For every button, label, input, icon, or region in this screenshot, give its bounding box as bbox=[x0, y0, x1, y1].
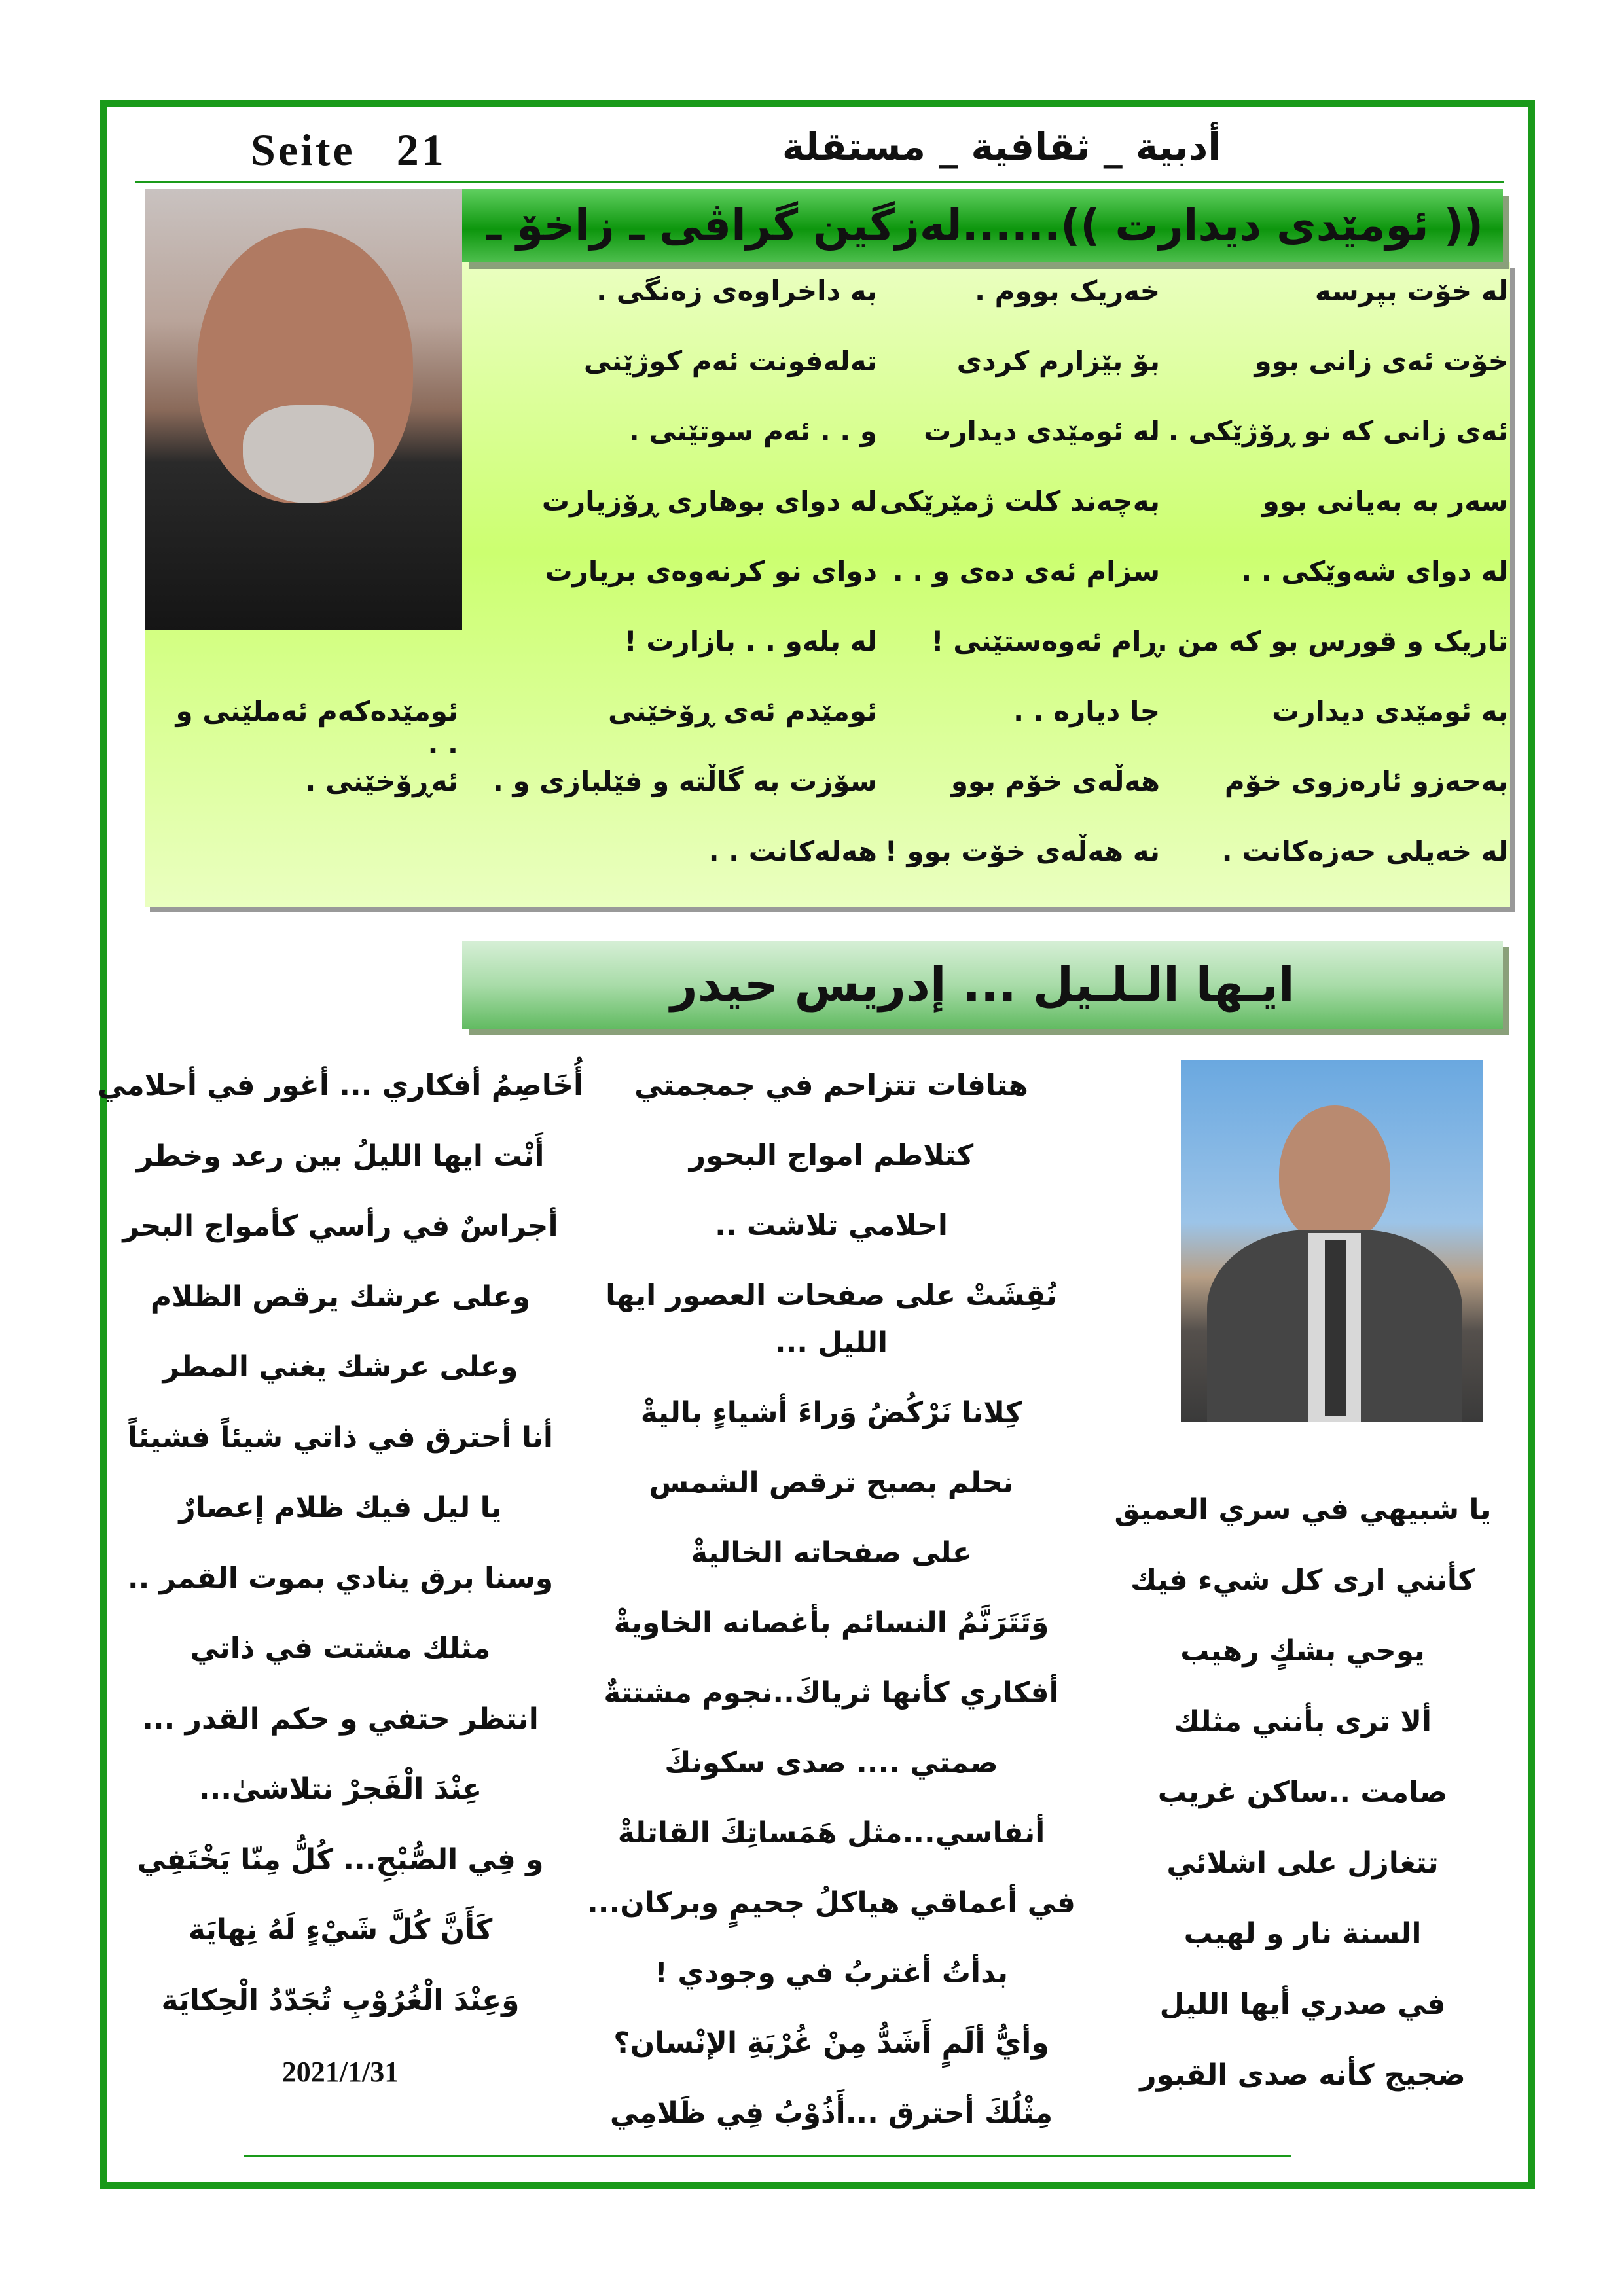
poem-line: سۆزت بە گاڵتە و فێلبازی و . bbox=[492, 765, 877, 797]
poem-line: وَعِنْدَ الْغُرُوْبِ تُجَدّدُ الْحِكايَة bbox=[161, 1983, 520, 2017]
poem-line: ئەی زانی کە نو ڕۆژێکی . . bbox=[1148, 415, 1508, 447]
poem-line: أُخَاصِمُ أفكاري ... أغور في أحلامي bbox=[97, 1069, 584, 1102]
poem-line: يا ليل فيك ظلام إعصارٌ bbox=[179, 1491, 502, 1524]
poem-line: نُقِشَتْ على صفحات العصور ايها bbox=[605, 1279, 1057, 1312]
poem-line: وَتَتَرَنَّمُ النسائم بأغصانه الخاويةْ bbox=[613, 1606, 1049, 1640]
poem-line: جا دیارە . . bbox=[1013, 695, 1160, 727]
poem-line: ئومێدم ئەی ڕۆخێنی bbox=[607, 695, 877, 727]
poem-line: سەر بە بەیانی بوو bbox=[1262, 485, 1508, 517]
poem-line: أفكاري كأنها ثرياكَ..نجوم مشتتةٌ bbox=[604, 1676, 1059, 1710]
poem-line: عِنْدَ الْفَجرْ نتلاشىٰ... bbox=[198, 1772, 482, 1806]
poem-line: بەچەند کلت ژمێرێکی bbox=[879, 485, 1160, 517]
poem-line: خەریک بووم . bbox=[975, 275, 1160, 307]
poem-line: أنا أحترق في ذاتي شيئاً فشيئاً bbox=[128, 1420, 553, 1454]
poem-line: على صفحاته الخاليةْ bbox=[691, 1536, 972, 1570]
kurdish-poem-title: (( ئومێدی دیدارت ))......لەزگین گراڤی ـ زاخۆ ـ bbox=[462, 189, 1503, 262]
header-divider bbox=[135, 181, 1504, 183]
poem-line: بەحەزو ئارەزوی خۆم bbox=[1224, 765, 1508, 797]
poem-line: يا شبيهي في سري العميق bbox=[1114, 1493, 1491, 1526]
poem-line: لە خۆت بپرسە bbox=[1314, 275, 1508, 307]
poem-line: دوای نو کرنەوەی بریارت bbox=[545, 555, 877, 587]
poem-line: وأيُّ ألَمٍ أَشَدُّ مِنْ غُرْبَةِ الإنْسان؟ bbox=[613, 2026, 1049, 2060]
poem-line: خۆت ئەی زانی بوو bbox=[1254, 345, 1508, 377]
poem-line: و فِي الصُّبْحِ... كُلُّ مِنّا يَخْتَفِي bbox=[137, 1842, 544, 1876]
poem-line: بە ئومێدی دیدارت bbox=[1272, 695, 1508, 727]
poem-line: هتافات تتزاحم في جمجمتي bbox=[634, 1069, 1028, 1102]
poem-line: كأنني ارى كل شيء فيك bbox=[1130, 1564, 1475, 1597]
bottom-divider bbox=[244, 2155, 1291, 2157]
poem-line: ڕام ئەوەستێنی ! bbox=[931, 625, 1160, 657]
poem-line: صمتي .... صدى سكونكَ bbox=[664, 1746, 998, 1780]
poem-line: أنفاسي...مثل هَمَساتِكَ القاتلةْ bbox=[617, 1816, 1045, 1850]
poem-line: ئومێدەکەم ئەملێنی و . . bbox=[175, 695, 458, 760]
poem-line: احلامي تلاشت .. bbox=[715, 1209, 948, 1242]
poem-line: وعلى عرشك يغني المطر bbox=[162, 1350, 518, 1384]
poem-line: هەلەکانت . . bbox=[708, 835, 877, 867]
poem-line: في صدري أيها الليل bbox=[1159, 1988, 1446, 2021]
poem-line: ألا ترى بأنني مثلك bbox=[1173, 1705, 1432, 1738]
poem-line: بدأتُ أغتربُ في وجودي ! bbox=[654, 1956, 1009, 1990]
poem-line: في أعماقي هياكلُ جحيمٍ وبركان... bbox=[587, 1886, 1075, 1920]
poem-line: مِثْلُكَ أحترق ...أَذُوْبُ فِي ظَلامِي bbox=[609, 2096, 1053, 2130]
poem-line: لە دوای شەوێکی . . bbox=[1241, 555, 1508, 587]
poem-line: الليل ... bbox=[774, 1326, 888, 1359]
author-photo-arabic-poem bbox=[1181, 1060, 1483, 1422]
poem-line: ئەڕۆخێنی . bbox=[305, 765, 458, 797]
arabic-poem-title: ايـها الـلـيل ... إدريس حيدر bbox=[462, 941, 1503, 1029]
poem-line: أَنْت ايها الليلُ بين رعد وخطر bbox=[136, 1139, 545, 1173]
page-number: Seite 21 bbox=[251, 125, 446, 175]
poem-line: كتلاطم امواج البحور bbox=[689, 1139, 974, 1172]
poem-line: كِلانا نَرْكُضُ وَراءَ أشياءٍ باليةْ bbox=[640, 1396, 1022, 1429]
poem-line: ضجيج كأنه صدى القبور bbox=[1140, 2058, 1466, 2092]
newspaper-section-title: أدبية _ ثقافية _ مستقلة bbox=[782, 124, 1221, 169]
poem-line: انتظر حتفي و حكم القدر ... bbox=[142, 1702, 539, 1736]
poem-line: لە ئومێدی دیدارت bbox=[924, 415, 1160, 447]
poem-date: 2021/1/31 bbox=[281, 2056, 399, 2088]
poem-line: لە خەیلی حەزەکانت . bbox=[1221, 835, 1508, 867]
poem-line: بۆ بێزارم کردی bbox=[956, 345, 1160, 377]
poem-line: وعلى عرشك يرقص الظلام bbox=[150, 1280, 531, 1314]
poem-line: تاریک و قورس بو کە من . bbox=[1157, 625, 1508, 657]
poem-line: نحلم بصبح ترقص الشمس bbox=[649, 1466, 1014, 1499]
poem-line: لە بلەو . . بازارت ! bbox=[624, 625, 877, 657]
poem-line: أجراسٌ في رأسي كأمواج البحر bbox=[122, 1210, 558, 1243]
poem-line: تەلەفونت ئەم کوژێنی bbox=[583, 345, 877, 377]
poem-line: هەڵەی خۆم بوو bbox=[950, 765, 1160, 797]
poem-line: لە دوای بوهاری ڕۆزیارت bbox=[541, 485, 877, 517]
poem-line: و . . ئەم سوتێنی . bbox=[628, 415, 877, 447]
author-photo-kurdish-poem bbox=[145, 189, 462, 630]
poem-line: وسنا برق ينادي بموت القمر .. bbox=[127, 1561, 554, 1595]
poem-line: صامت ..ساكن غريب bbox=[1157, 1776, 1448, 1809]
poem-line: تتغازل على اشلائي bbox=[1166, 1846, 1439, 1880]
poem-line: كَأَنَّ كُلَّ شَيْءٍ لَهُ نِهايَة bbox=[188, 1913, 493, 1946]
poem-line: سزام ئەی دەی و . . bbox=[892, 555, 1160, 587]
poem-line: مثلك مشتت في ذاتي bbox=[190, 1632, 491, 1665]
poem-line: يوحي بشكٍ رهيب bbox=[1180, 1634, 1425, 1668]
poem-line: السنة نار و لهيب bbox=[1183, 1917, 1422, 1950]
poem-line: نە هەڵەی خۆت بوو ! bbox=[884, 835, 1160, 867]
poem-line: بە داخراوەی زەنگی . bbox=[596, 275, 877, 307]
